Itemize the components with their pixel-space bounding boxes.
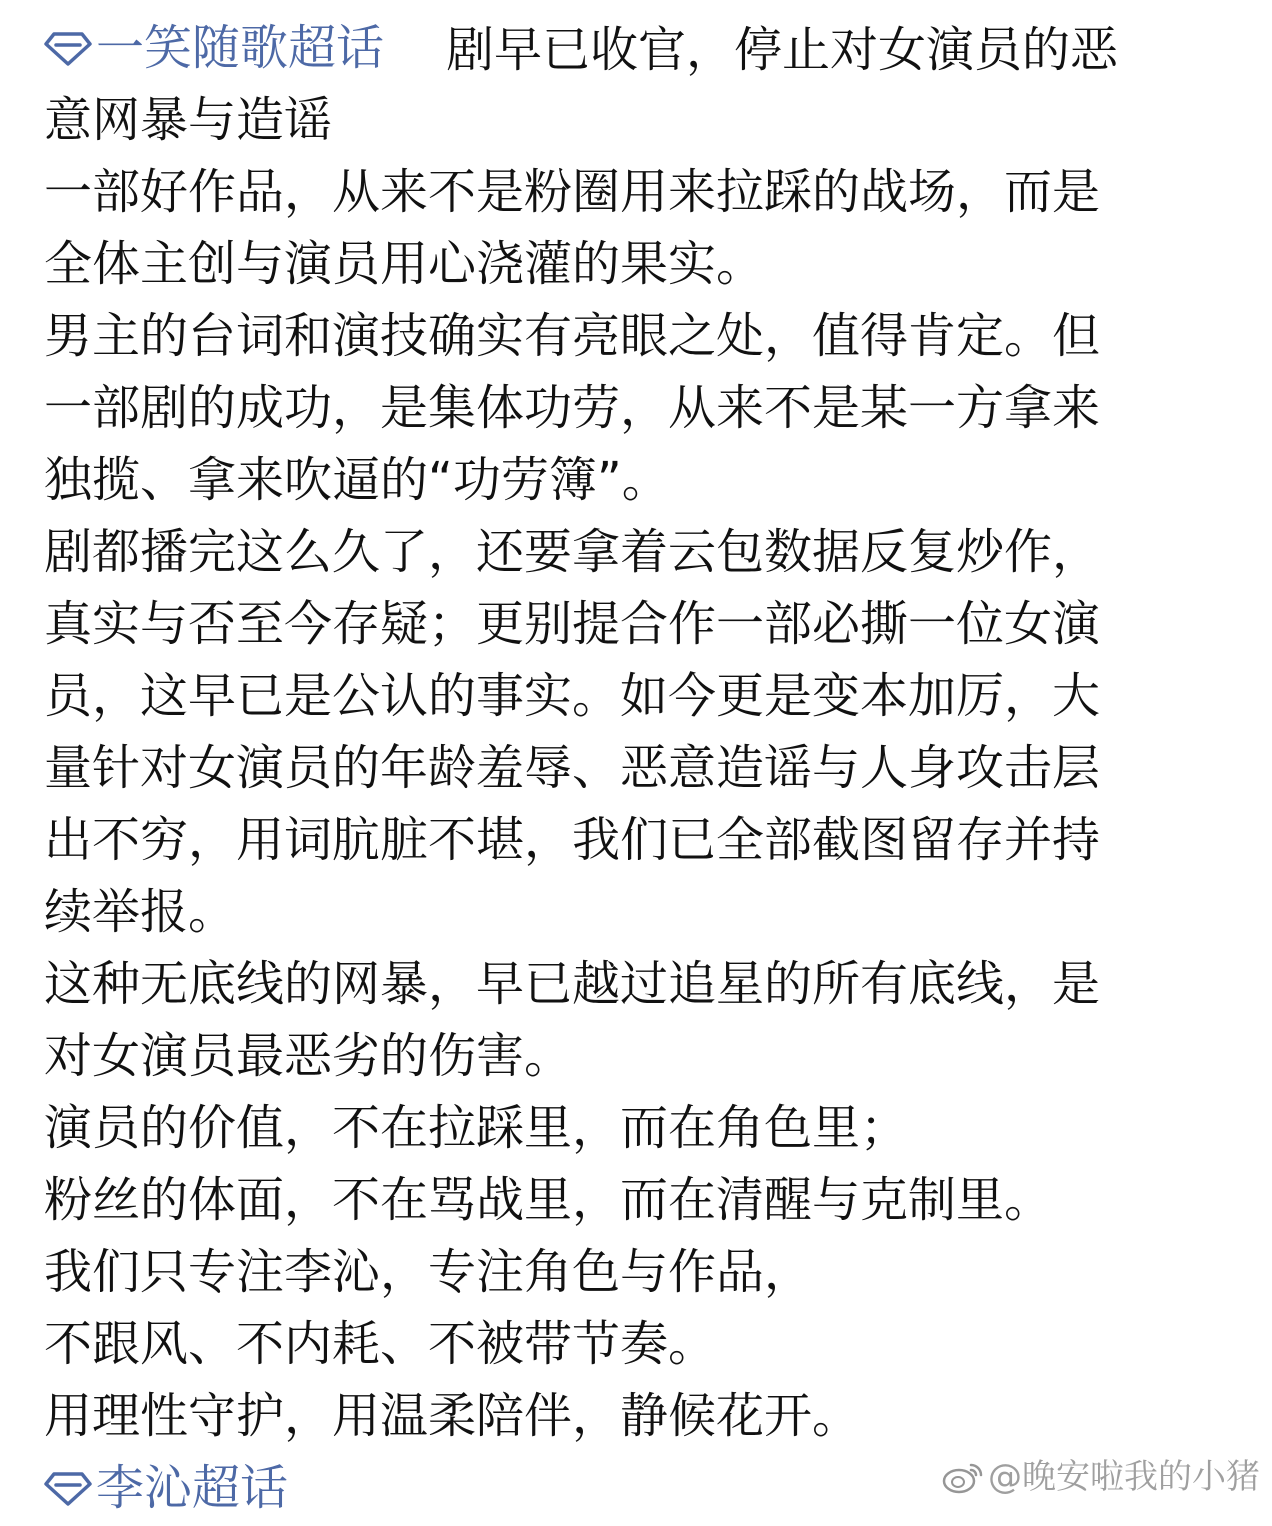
post-body-line: 真实与否至今存疑；更别提合作一部必撕一位女演	[44, 596, 1101, 652]
post-title-line-2	[44, 84, 1224, 156]
post-body-line: 员，这早已是公认的事实。如今更是变本加厉，大	[44, 668, 1101, 724]
post-body-line: 全体主创与演员用心浇灌的果实。	[44, 236, 765, 292]
post-content	[44, 12, 1224, 1524]
post-body-line: 不跟风、不内耗、不被带节奏。	[44, 1316, 717, 1372]
post-body-line: 出不穷，用词肮脏不堪，我们已全部截图留存并持	[44, 812, 1101, 868]
diamond-topic-icon	[44, 1470, 92, 1506]
post-body-line: 独揽、拿来吹逼的“功劳簿”。	[44, 452, 670, 508]
watermark	[940, 1457, 1260, 1497]
weibo-logo-icon	[940, 1459, 986, 1495]
post-body-line: 剧都播完这么久了，还要拿着云包数据反复炒作，	[44, 524, 1101, 580]
post-title-line-1	[44, 12, 1224, 84]
post-body-line: 男主的台词和演技确实有亮眼之处，值得肯定。但	[44, 308, 1101, 364]
post-body-line: 我们只专注李沁，专注角色与作品，	[44, 1244, 813, 1300]
post-body-line: 量针对女演员的年龄羞辱、恶意造谣与人身攻击层	[44, 740, 1101, 796]
post-body-line: 这种无底线的网暴，早已越过追星的所有底线，是	[44, 956, 1101, 1012]
topic-link-liqin[interactable]	[44, 1452, 288, 1524]
diamond-topic-icon	[44, 30, 92, 66]
post-body-line: 续举报。	[44, 884, 237, 940]
post-title-text-cont: 意网暴与造谣	[44, 92, 333, 148]
post-body-line: 粉丝的体面，不在骂战里，而在清醒与克制里。	[44, 1172, 1053, 1228]
watermark-text: @晚安啦我的小猪	[988, 1457, 1260, 1497]
post-body-line: 用理性守护，用温柔陪伴，静候花开。	[44, 1388, 861, 1444]
post-title-text: 剧早已收官，停止对女演员的恶	[446, 22, 1119, 78]
post-body-line: 一部好作品，从来不是粉圈用来拉踩的战场，而是	[44, 164, 1101, 220]
topic-label: 一笑随歌超话	[96, 20, 385, 76]
topic-link-yixiao[interactable]	[44, 12, 384, 84]
post-body-line: 演员的价值，不在拉踩里，而在角色里；	[44, 1100, 909, 1156]
topic-label: 李沁超话	[96, 1460, 289, 1516]
post-body-line: 对女演员最恶劣的伤害。	[44, 1028, 573, 1084]
post-body-line: 一部剧的成功，是集体功劳，从来不是某一方拿来	[44, 380, 1101, 436]
